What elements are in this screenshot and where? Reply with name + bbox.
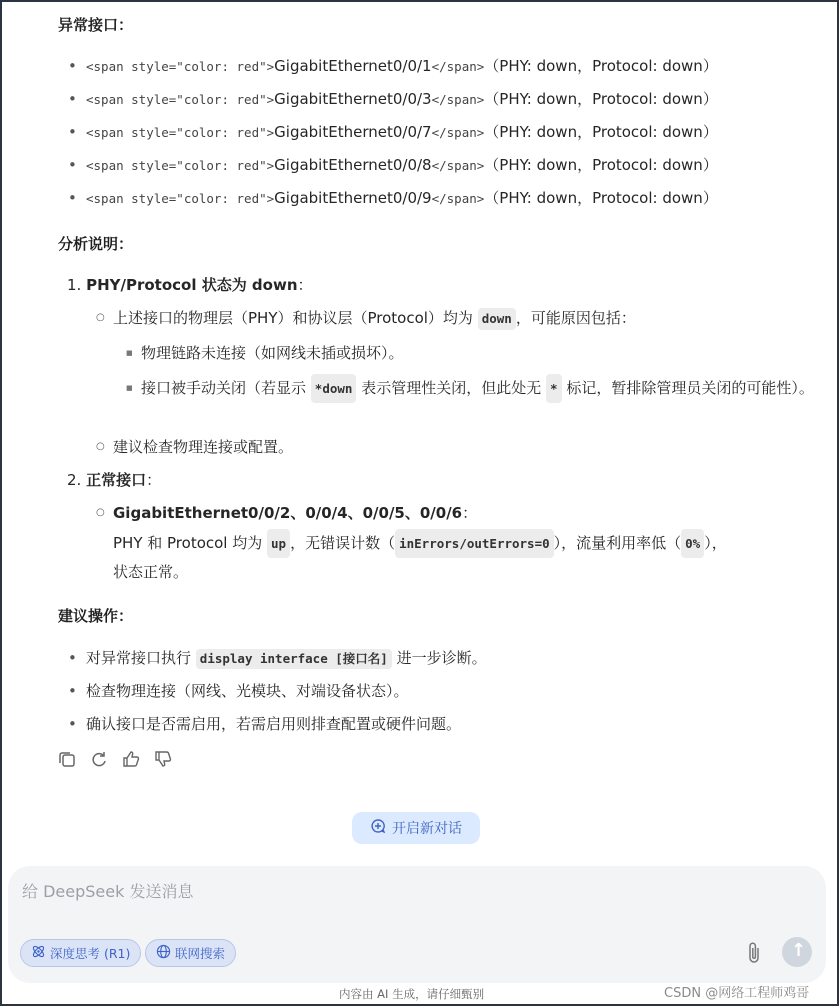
disclaimer-footer: 内容由 AI 生成，请仔细甄别 <box>339 987 485 1001</box>
abnormal-heading: 异常接口： <box>58 16 134 34</box>
status-text: （PHY: down，Protocol: down） <box>484 90 718 108</box>
text: 确认接口是否需启用，若需启用则排查配置或硬件问题。 <box>86 715 462 733</box>
inline-code: *down <box>311 374 357 403</box>
code-text: <span style="color: red"> <box>86 125 275 140</box>
analysis-heading: 分析说明： <box>58 235 134 253</box>
code-text: </span> <box>431 125 485 140</box>
colon: ： <box>146 471 162 489</box>
reason-item <box>126 341 806 365</box>
text: 接口被手动关闭（若显示 <box>141 379 307 397</box>
code-text: </span> <box>431 158 485 173</box>
sub-title: GigabitEthernet0/0/2、0/0/4、0/0/5、0/0/6 <box>113 504 463 522</box>
item-title: PHY/Protocol 状态为 down <box>86 276 298 294</box>
colon: ： <box>462 504 478 522</box>
text: ，可能原因包括： <box>515 309 636 327</box>
interface-name: GigabitEthernet0/0/9 <box>274 189 432 207</box>
inline-code: * <box>546 374 562 403</box>
message-actions <box>58 750 172 768</box>
interface-name: GigabitEthernet0/0/1 <box>274 57 432 75</box>
list-item <box>68 89 718 110</box>
new-chat-button[interactable] <box>352 812 480 844</box>
status-text: （PHY: down，Protocol: down） <box>484 123 718 141</box>
status-text: （PHY: down，Protocol: down） <box>484 189 718 207</box>
text: 进一步诊断。 <box>396 649 487 667</box>
suggest-heading: 建议操作： <box>58 607 134 625</box>
list-item <box>68 648 487 669</box>
deep-think-button[interactable] <box>20 939 141 967</box>
sub-item <box>96 307 636 330</box>
inline-code: up <box>267 529 290 558</box>
atom-icon <box>31 944 46 962</box>
interface-name: GigabitEthernet0/0/3 <box>274 90 432 108</box>
text: 对异常接口执行 <box>86 649 192 667</box>
send-button[interactable] <box>782 937 812 967</box>
inline-code: inErrors/outErrors=0 <box>395 529 554 558</box>
attach-icon[interactable] <box>745 941 763 965</box>
item-number: 2. <box>67 471 82 489</box>
text: ■ 物理链路未连接（如网线未插或损坏）。 <box>141 344 404 362</box>
new-chat-label: 开启新对话 <box>392 821 462 837</box>
text: 检查物理连接（网线、光模块、对端设备状态）。 <box>86 682 409 700</box>
globe-icon <box>156 944 171 962</box>
status-text: （PHY: down，Protocol: down） <box>484 156 718 174</box>
inline-code: down <box>478 308 516 330</box>
list-item <box>68 188 718 209</box>
inline-code: 0% <box>681 529 704 558</box>
list-item <box>68 681 409 701</box>
reason-item <box>126 374 826 403</box>
web-search-label: 联网搜索 <box>175 946 226 961</box>
code-text: </span> <box>431 191 485 206</box>
thumbs-up-icon[interactable] <box>122 750 140 768</box>
code-text: <span style="color: red"> <box>86 191 275 206</box>
inline-code: display interface [接口名] <box>196 649 392 669</box>
deep-think-label: 深度思考 (R1) <box>50 946 131 961</box>
list-item <box>68 714 461 734</box>
list-item <box>68 56 718 77</box>
regenerate-icon[interactable] <box>90 750 108 768</box>
new-chat-icon <box>370 818 386 838</box>
interface-name: GigabitEthernet0/0/7 <box>274 123 432 141</box>
text: 表示管理性关闭，但此处无 <box>361 379 542 397</box>
text: 建议检查物理连接或配置。 <box>113 438 294 456</box>
web-search-button[interactable] <box>145 939 236 967</box>
analysis-item-1 <box>67 275 313 295</box>
watermark: CSDN @网络工程师鸡哥 <box>664 986 810 1001</box>
item-title: 正常接口 <box>86 471 147 489</box>
list-item <box>68 122 718 143</box>
text: ，无错误计数（ <box>290 534 396 552</box>
normal-paragraph <box>113 529 813 587</box>
code-text: <span style="color: red"> <box>86 59 275 74</box>
item-number: 1. <box>67 276 82 294</box>
status-text: （PHY: down，Protocol: down） <box>484 57 718 75</box>
text: 上述接口的物理层（PHY）和协议层（Protocol）均为 <box>113 309 473 327</box>
text: ）， <box>704 534 727 552</box>
colon: ： <box>297 276 313 294</box>
code-text: </span> <box>431 59 485 74</box>
interface-name: GigabitEthernet0/0/8 <box>274 156 432 174</box>
text: 标记，暂排除管理员关闭的可能性）。 <box>566 379 814 397</box>
message-input-placeholder[interactable]: 给 DeepSeek 发送消息 <box>22 882 194 901</box>
analysis-item-2 <box>67 470 161 490</box>
list-item <box>68 155 718 176</box>
text: PHY 和 Protocol 均为 <box>113 534 263 552</box>
text: 状态正常。 <box>113 563 189 581</box>
sub-item <box>96 436 293 458</box>
code-text: <span style="color: red"> <box>86 92 275 107</box>
thumbs-down-icon[interactable] <box>154 750 172 768</box>
code-text: </span> <box>431 92 485 107</box>
copy-icon[interactable] <box>58 750 76 768</box>
text: ），流量利用率低（ <box>553 534 682 552</box>
sub-item <box>96 502 477 524</box>
code-text: <span style="color: red"> <box>86 158 275 173</box>
